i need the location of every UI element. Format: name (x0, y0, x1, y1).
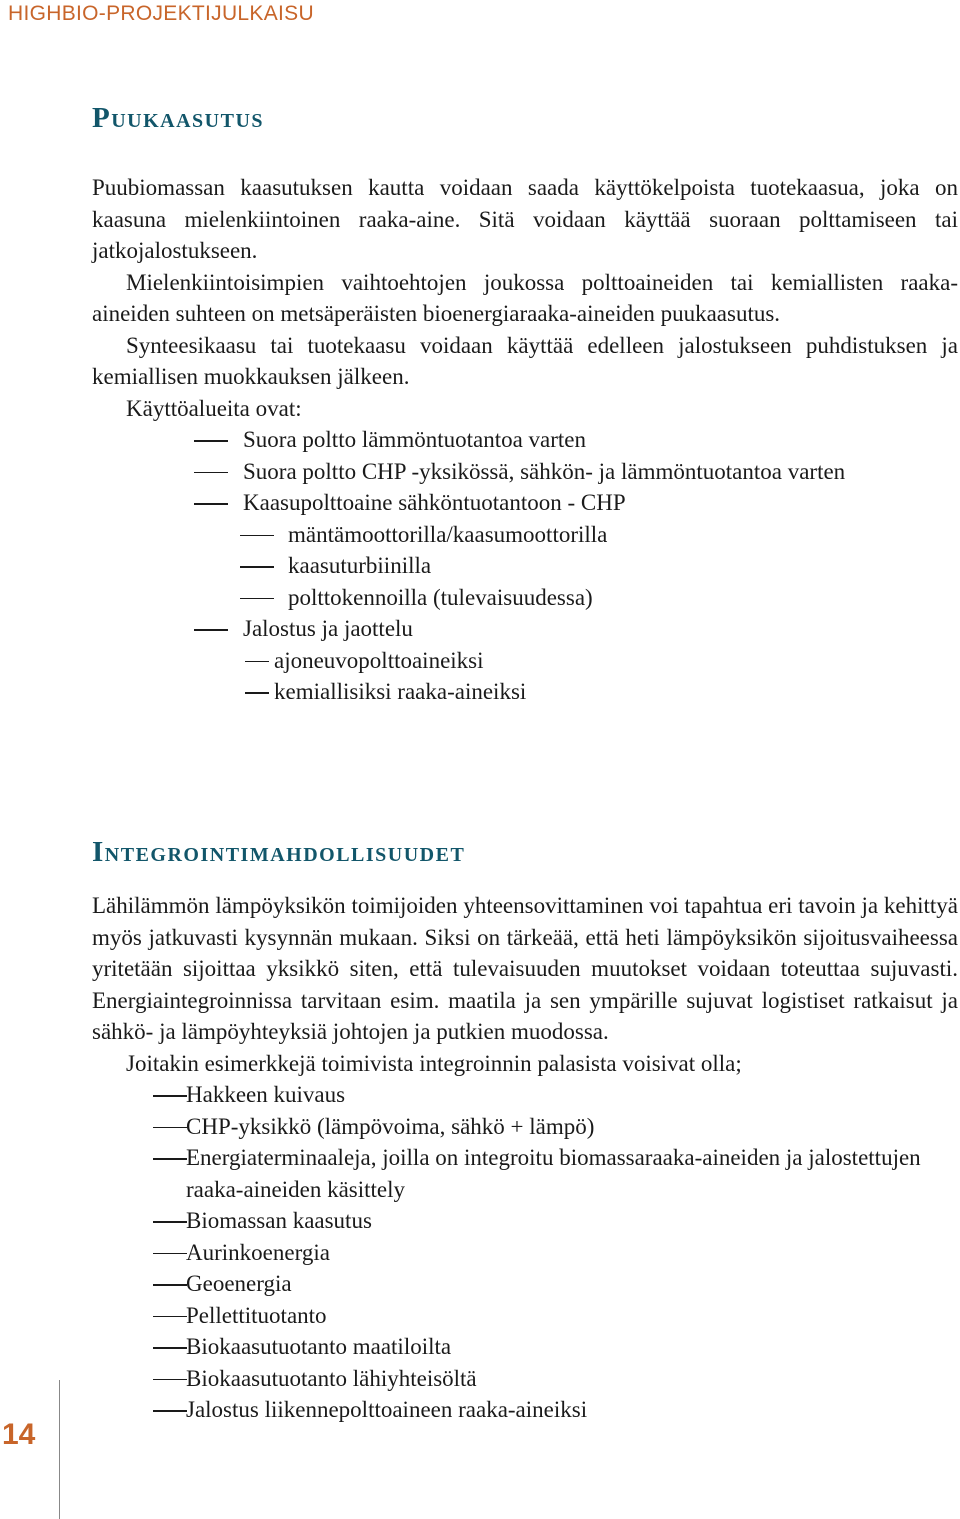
page-number: 14 (2, 1418, 36, 1451)
list-item-text: polttokennoilla (tulevaisuudessa) (288, 584, 593, 610)
section-body-puukaasutus (92, 172, 958, 708)
list-item (92, 676, 958, 708)
section-title-puukaasutus: Puukaasutus (92, 102, 265, 134)
list-item-text: Geoenergia (186, 1271, 292, 1296)
paragraph: Käyttöalueita ovat: (126, 395, 302, 421)
page-number-rule (59, 1380, 60, 1519)
list-item-text: ajoneuvopolttoaineiksi (274, 647, 484, 673)
list-item-text: Biokaasutuotanto lähiyhteisöltä (186, 1365, 477, 1391)
list-item-text: Jalostus liikennepolttoaineen raaka-aineiksi (186, 1397, 588, 1422)
list-item-text: mäntämoottorilla/kaasumoottorilla (288, 521, 608, 547)
list-item-text: Biokaasutuotanto maatiloilta (186, 1334, 452, 1359)
list-item-text: kemiallisiksi raaka-aineiksi (274, 679, 527, 704)
list-item-text: kaasuturbiinilla (288, 553, 432, 578)
list-item (92, 1268, 958, 1300)
list-item-text: Aurinkoenergia (186, 1239, 330, 1265)
list-item (92, 424, 958, 456)
list-item-text: Jalostus ja jaottelu (243, 616, 413, 641)
uses-list (92, 424, 958, 708)
paragraph: Joitakin esimerkkejä toimivista integroinnin palasista voisivat olla; (126, 1050, 742, 1076)
list-item-text: Biomassan kaasutus (186, 1208, 372, 1233)
list-item-text: CHP-yksikkö (lämpövoima, sähkö + lämpö) (186, 1113, 595, 1139)
paragraph: Lähilämmön lämpöyksikön toimijoiden yhteensovittaminen voi tapahtua eri tavoin ja kehittyä myös jatkuvasti kysynnän mukaan. Siksi on tärkeää, että heti lämpöyksikön sijoitusvaiheessa yritetään sijoittaa yksikkö siten, että tulevaisuuden muutokset voidaan toteuttaa sujuvasti. Energiaintegroinnissa tarvitaan esim. maatila ja sen ympärille sujuvat logistiset ratkaisut ja sähkö- ja lämpöyhteyksiä johtojen ja putkien muodossa. (92, 893, 958, 1044)
list-item-text: Hakkeen kuivaus (186, 1082, 346, 1107)
list-item-text: Kaasupolttoaine sähköntuotantoon - CHP (243, 490, 626, 515)
list-item-text: Pellettituotanto (186, 1302, 327, 1328)
paragraph: Synteesikaasu tai tuotekaasu voidaan käyttää edelleen jalostukseen puhdistuksen ja kemiallisen muokkauksen jälkeen. (92, 332, 958, 389)
list-item (92, 1300, 958, 1332)
list-item-text: Energiaterminaaleja, joilla on integroitu biomassaraaka-aineiden ja jalostettujen raaka-aineiden käsittely (186, 1145, 921, 1202)
list-item (92, 519, 958, 551)
paragraph: Mielenkiintoisimpien vaihtoehtojen joukossa polttoaineiden tai kemiallisten raaka-aineiden suhteen on metsäperäisten bioenergiaraaka-aineiden puukaasutus. (92, 269, 958, 326)
list-item-text: Suora poltto CHP -yksikössä, sähkön- ja lämmöntuotantoa varten (243, 458, 846, 484)
list-item (92, 645, 958, 677)
list-item (92, 1394, 958, 1426)
list-item (92, 1142, 958, 1205)
list-item (92, 1363, 958, 1395)
list-item (92, 1205, 958, 1237)
list-item (92, 613, 958, 645)
paragraph: Puubiomassan kaasutuksen kautta voidaan saada käyttökelpoista tuotekaasua, joka on kaasuna mielenkiintoinen raaka-aine. Sitä voidaan käyttää suoraan polttamiseen tai jatkojalostukseen. (92, 175, 958, 263)
examples-list (92, 1079, 958, 1426)
list-item (92, 1111, 958, 1143)
section-title-integrointimahdollisuudet: Integrointimahdollisuudet (92, 836, 466, 868)
section-body-integrointimahdollisuudet (92, 890, 958, 1426)
list-item (92, 1331, 958, 1363)
list-item (92, 487, 958, 519)
list-item-text: Suora poltto lämmöntuotantoa varten (243, 427, 587, 452)
list-item (92, 582, 958, 614)
running-header: HIGHBIO-PROJEKTIJULKAISU (8, 2, 314, 25)
list-item (92, 1079, 958, 1111)
list-item (92, 1237, 958, 1269)
list-item (92, 456, 958, 488)
list-item (92, 550, 958, 582)
